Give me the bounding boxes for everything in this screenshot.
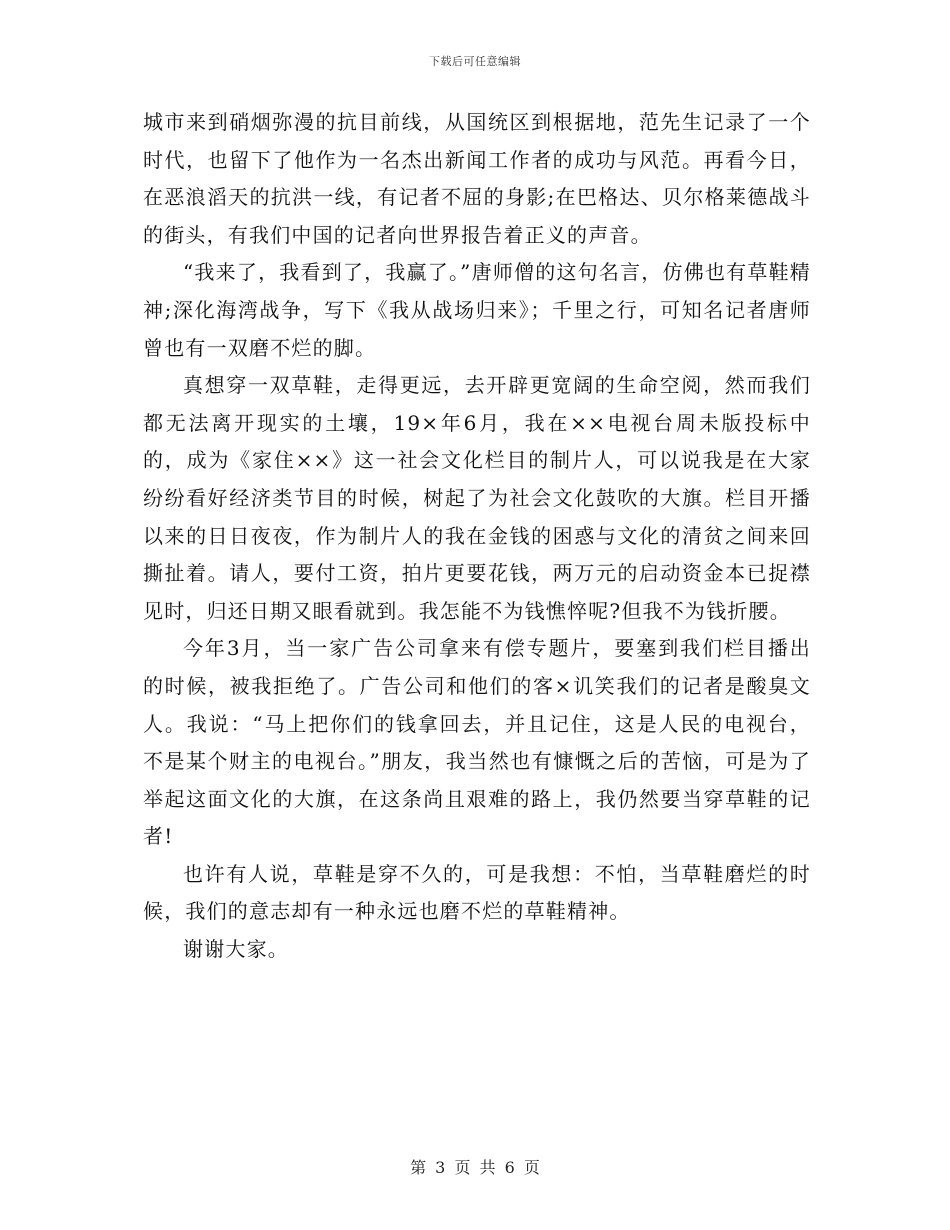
paragraph-continued: 城市来到硝烟弥漫的抗目前线，从国统区到根据地，范先生记录了一个时代，也留下了他作为一名杰出新闻工作者的成功与风范。再看今日，在恶浪滔天的抗洪一线，有记者不屈的身影;在巴格达、贝尔格莱德战斗的街头，有我们中国的记者向世界报告着正义的声音。 (143, 110, 811, 247)
paragraph: “我来了，我看到了，我赢了。”唐师僧的这句名言，仿佛也有草鞋精神;深化海湾战争，写下《我从战场归来》；千里之行，可知名记者唐师曾也有一双磨不烂的脚。 (143, 260, 811, 360)
paragraph: 也许有人说，草鞋是穿不久的，可是我想：不怕，当草鞋磨烂的时候，我们的意志却有一种永远也磨不烂的草鞋精神。 (143, 861, 811, 924)
document-body (143, 104, 811, 969)
page-header: 下载后可任意编辑 (429, 55, 521, 68)
closing-line: 谢谢大家。 (183, 937, 289, 962)
page-number: 第 3 页 共 6 页 (410, 1158, 540, 1177)
paragraph: 真想穿一双草鞋，走得更远，去开辟更宽阔的生命空阅，然而我们都无法离开现实的土壤，19×年6月，我在××电视台周未版投标中的，成为《家住××》这一社会文化栏目的制片人，可以说我是在大家纷纷看好经济类节目的时候，树起了为社会文化鼓吹的大旗。栏目开播以来的日日夜夜，作为制片人的我在金钱的困惑与文化的清贫之间来回撕扯着。请人，要付工资，拍片更要花钱，两万元的启动资金本已捉襟见时，归还日期又眼看就到。我怎能不为钱憔悴呢?但我不为钱折腰。 (143, 373, 811, 623)
paragraph: 今年3月，当一家广告公司拿来有偿专题片，要塞到我们栏目播出的时候，被我拒绝了。广告公司和他们的客×讥笑我们的记者是酸臭文人。我说：“马上把你们的钱拿回去，并且记住，这是人民的电视台，不是某个财主的电视台。”朋友，我当然也有慷慨之后的苦恼，可是为了举起这面文化的大旗，在这条尚且艰难的路上，我仍然要当穿草鞋的记者! (143, 636, 811, 849)
